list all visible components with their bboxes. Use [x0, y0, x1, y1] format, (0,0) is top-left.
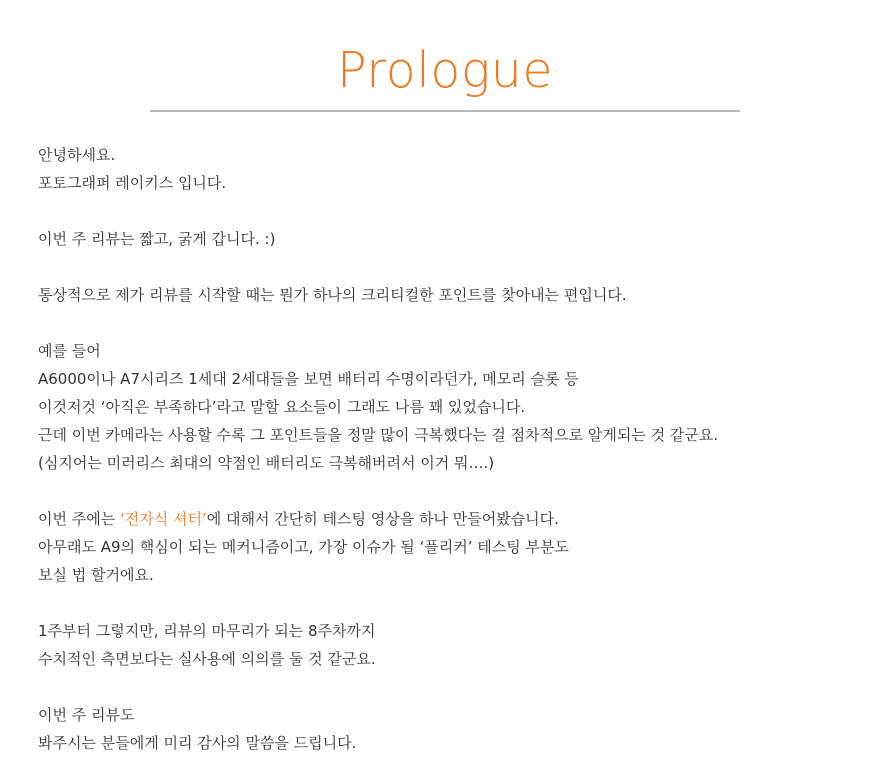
text-segment: 에 대해서 간단히 테스팅 영상을 하나 만들어봤습니다.: [206, 510, 559, 528]
blank-line: [38, 477, 868, 505]
blank-line: [38, 253, 868, 281]
blank-line: [38, 309, 868, 337]
text-line: (심지어는 미러리스 최대의 약점인 배터리도 극복해버려서 이거 뭐….): [38, 454, 495, 472]
article-body: [38, 141, 868, 757]
text-line: 예를 들어: [38, 342, 101, 360]
text-line: 이것저것 ‘아직은 부족하다’라고 말할 요소들이 그래도 나름 꽤 있었습니다.: [38, 398, 526, 416]
text-line: 1주부터 그렇지만, 리뷰의 마무리가 되는 8주차까지: [38, 622, 376, 640]
text-line: 포토그래퍼 레이키스 입니다.: [38, 174, 227, 192]
heading-divider: [150, 110, 740, 112]
text-line-highlight: [38, 505, 868, 533]
text-line: 통상적으로 제가 리뷰를 시작할 때는 뭔가 하나의 크리티컬한 포인트를 찾아내는 편입니다.: [38, 286, 627, 304]
highlighted-term: ‘전자식 셔터’: [120, 510, 207, 528]
text-line: 수치적인 측면보다는 실사용에 의의를 둘 것 같군요.: [38, 650, 376, 668]
text-line: 아무래도 A9의 핵심이 되는 메커니즘이고, 가장 이슈가 될 ‘플리커’ 테스팅 부분도: [38, 538, 569, 556]
text-line: 이번 주 리뷰도: [38, 706, 135, 724]
text-line: 봐주시는 분들에게 미리 감사의 말씀을 드립니다.: [38, 734, 357, 752]
blank-line: [38, 589, 868, 617]
prologue-heading: Prologue: [337, 42, 553, 99]
blank-line: [38, 197, 868, 225]
text-line: 이번 주 리뷰는 짧고, 굵게 갑니다. :): [38, 230, 276, 248]
text-line: A6000이나 A7시리즈 1세대 2세대들을 보면 배터리 수명이라던가, 메모리 슬롯 등: [38, 370, 579, 388]
text-line: 근데 이번 카메라는 사용할 수록 그 포인트들을 정말 많이 극복했다는 걸 점차적으로 알게되는 것 같군요.: [38, 426, 719, 444]
text-line: 안녕하세요.: [38, 146, 116, 164]
text-segment: 이번 주에는: [38, 510, 120, 528]
blank-line: [38, 673, 868, 701]
text-line: 보실 법 할거에요.: [38, 566, 154, 584]
